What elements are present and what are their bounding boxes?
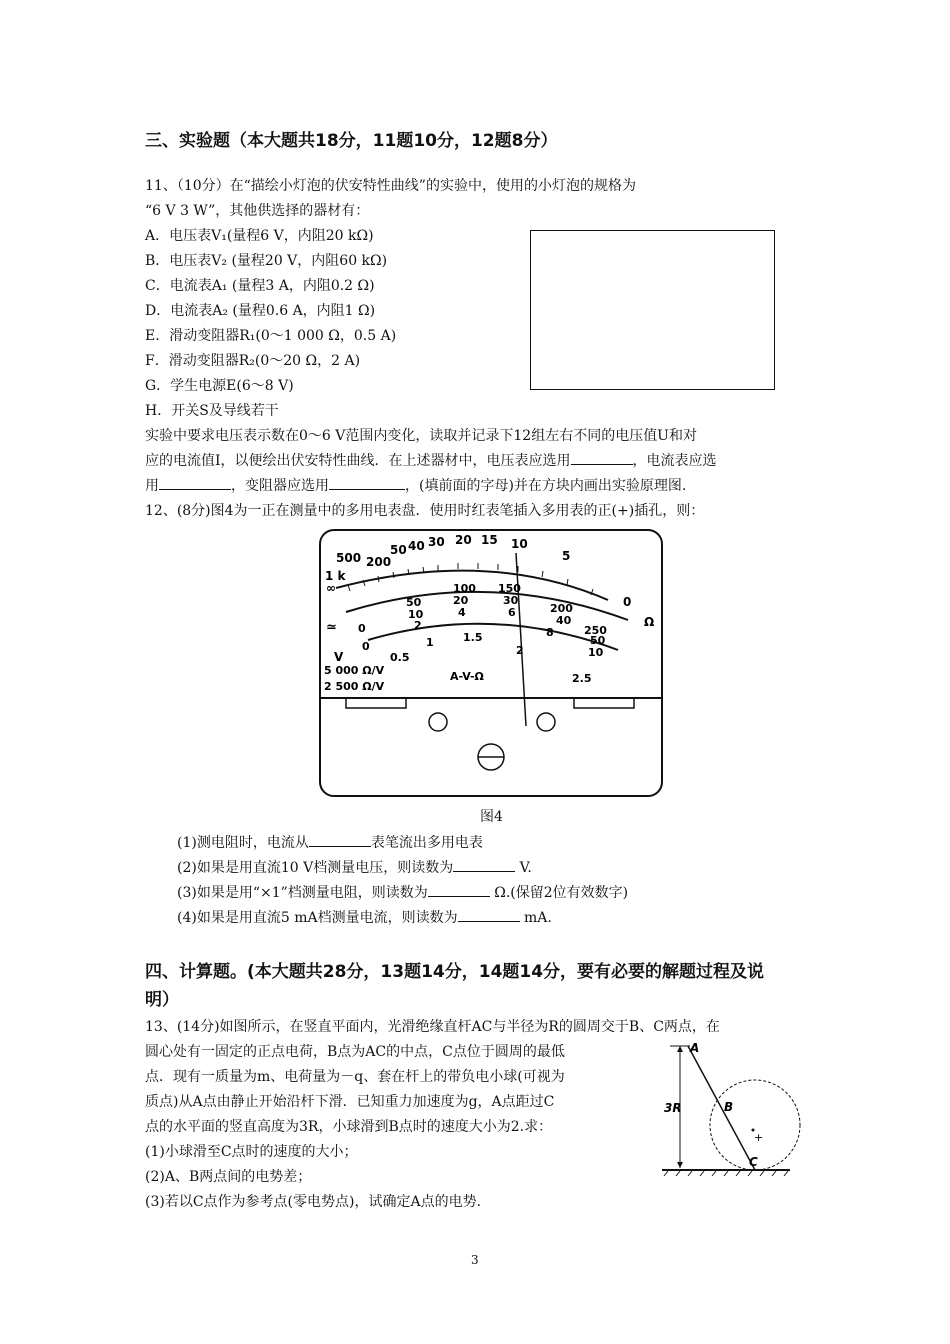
mid3-tick-10: 10 xyxy=(588,646,604,659)
q12-sub1-text-a: (1)测电阻时，电流从 xyxy=(177,835,309,851)
figure-4-caption: 图4 xyxy=(480,809,503,825)
q13-sub1: (1)小球滑至C点时的速度的大小； xyxy=(145,1144,358,1160)
q12-sub2-text-a: (2)如果是用直流10 V档测量电压，则读数为 xyxy=(177,860,454,876)
rheostat-answer-blank[interactable] xyxy=(329,475,405,490)
q11-requirement-line3 xyxy=(145,475,686,495)
inner-tick-0: 0 xyxy=(362,640,370,653)
q12-sub1-text-b: 表笔流出多用电表 xyxy=(370,835,483,851)
q11-option-h: H．开关S及导线若干 xyxy=(145,403,279,419)
mid1-tick-250: 250 xyxy=(584,624,607,637)
point-a-label: A xyxy=(690,1041,700,1055)
mid2-tick-40: 40 xyxy=(556,614,572,627)
height-label: 3R xyxy=(664,1101,682,1115)
dc-symbol: V xyxy=(334,650,344,664)
mid3-tick-2: 2 xyxy=(414,619,422,632)
mid1-tick-150: 150 xyxy=(498,582,521,595)
ohm-unit: Ω xyxy=(644,615,655,629)
q13-sub3: (3)若以C点作为参考点(零电势点)，试确定A点的电势. xyxy=(145,1194,482,1210)
voltmeter-answer-blank[interactable] xyxy=(571,450,633,465)
q12-sub2-text-b: V. xyxy=(519,860,532,876)
q12-sub3-text-b: Ω.(保留2位有效数字) xyxy=(494,885,629,901)
ohm-tick-0: 0 xyxy=(623,595,632,609)
q13-line1: 13、(14分)如图所示，在竖直平面内，光滑绝缘直杆AC与半径为R的圆周交于B、C两点，在 xyxy=(145,1019,720,1035)
q11-req2-text-a: 应的电流值I，以便绘出伏安特性曲线．在上述器材中，电压表应选用 xyxy=(145,453,571,469)
q11-option-e: E．滑动变阻器R₁(0～1 000 Ω，0.5 A) xyxy=(145,328,397,344)
mid1-tick-50: 50 xyxy=(406,596,422,609)
point-b-label: B xyxy=(724,1100,734,1114)
ohm-tick-200: 200 xyxy=(366,555,392,569)
probe-answer-blank[interactable] xyxy=(309,832,371,847)
q11-option-c: C．电流表A₁ (量程3 A，内阻0.2 Ω) xyxy=(145,278,375,294)
q12-intro: 12、(8分)图4为一正在测量中的多用电表盘．使用时红表笔插入多用表的正(+)插孔，则： xyxy=(145,503,705,519)
inner-tick-2.5: 2.5 xyxy=(572,672,592,685)
q11-req3-text-b: ，变阻器应选用 xyxy=(231,478,329,494)
q11-option-b: B．电压表V₂ (量程20 V，内阻60 kΩ) xyxy=(145,253,388,269)
mid3-tick-8: 8 xyxy=(546,626,554,639)
multimeter-dial-figure xyxy=(318,528,664,798)
q12-sub4 xyxy=(177,907,552,927)
ohm-tick-10: 10 xyxy=(511,537,528,551)
inner-tick-0.5: 0.5 xyxy=(390,651,410,664)
positive-charge-label: + xyxy=(754,1131,764,1144)
mid1-tick-200: 200 xyxy=(550,602,573,615)
meter-spec-2: 2 500 Ω/V xyxy=(324,680,385,693)
q11-option-d: D．电流表A₂ (量程0.6 A，内阻1 Ω) xyxy=(145,303,376,319)
section-4-title-line2: 明） xyxy=(145,990,179,1010)
q11-req3-text-c: ，(填前面的字母)并在方块内画出实验原理图. xyxy=(405,478,687,494)
q12-sub4-text-a: (4)如果是用直流5 mA档测量电流，则读数为 xyxy=(177,910,458,926)
q11-req2-text-b: ，电流表应选 xyxy=(632,453,717,469)
mid2-tick-10: 10 xyxy=(408,608,424,621)
ohm-tick-1k: 1 k xyxy=(325,569,346,583)
mid2-tick-50: 50 xyxy=(590,634,606,647)
q12-sub1 xyxy=(177,832,483,852)
rod-ac xyxy=(688,1046,755,1170)
rod-circle-figure xyxy=(660,1038,805,1178)
q13-line2: 圆心处有一固定的正点电荷，B点为AC的中点，C点位于圆周的最低 xyxy=(145,1044,565,1060)
ohm-tick-20: 20 xyxy=(455,533,472,547)
ac-symbol: ≃ xyxy=(326,620,337,635)
section-3-title: 三、实验题（本大题共18分，11题10分，12题8分） xyxy=(145,131,558,151)
section-4-title-line1: 四、计算题。(本大题共28分，13题14分，14题14分，要有必要的解题过程及说 xyxy=(145,962,765,982)
q11-req3-text-a: 用 xyxy=(145,478,159,494)
ohm-tick-500: 500 xyxy=(336,551,362,565)
q11-option-a: A．电压表V₁(量程6 V，内阻20 kΩ) xyxy=(145,228,374,244)
ohm-tick-50: 50 xyxy=(390,543,407,557)
point-c-label: C xyxy=(749,1155,758,1169)
page-number: 3 xyxy=(471,1253,479,1267)
q13-sub2: (2)A、B两点间的电势差； xyxy=(145,1169,312,1185)
voltage-reading-blank[interactable] xyxy=(453,857,515,872)
q11-line1: 11、（10分）在“描绘小灯泡的伏安特性曲线”的实验中，使用的小灯泡的规格为 xyxy=(145,178,636,194)
mid-zero: 0 xyxy=(358,622,366,635)
ohm-tick-40: 40 xyxy=(408,539,425,553)
ohm-tick-15: 15 xyxy=(481,533,498,547)
mid2-tick-20: 20 xyxy=(453,594,469,607)
ohm-infinity: ∞ xyxy=(326,581,336,595)
mid3-tick-4: 4 xyxy=(458,606,466,619)
ohm-tick-5: 5 xyxy=(562,549,571,563)
meter-function-label: A-V-Ω xyxy=(450,670,484,683)
q11-requirement-line2 xyxy=(145,450,717,470)
q13-line5: 点的水平面的竖直高度为3R，小球滑到B点时的速度大小为2.求： xyxy=(145,1119,553,1135)
q13-line3: 点．现有一质量为m、电荷量为－q、套在杆上的带负电小球(可视为 xyxy=(145,1069,565,1085)
inner-tick-1: 1 xyxy=(426,636,434,649)
meter-case xyxy=(320,530,662,796)
ohm-tick-30: 30 xyxy=(428,535,445,549)
current-reading-blank[interactable] xyxy=(458,907,520,922)
meter-spec-1: 5 000 Ω/V xyxy=(324,664,385,677)
inner-tick-1.5: 1.5 xyxy=(463,631,483,644)
q12-sub2 xyxy=(177,857,532,877)
circuit-drawing-box[interactable] xyxy=(530,230,775,390)
q12-sub3 xyxy=(177,882,628,902)
q12-sub4-text-b: mA. xyxy=(524,910,552,926)
inner-tick-2: 2 xyxy=(516,644,524,657)
mid1-tick-100: 100 xyxy=(453,582,476,595)
mid3-tick-6: 6 xyxy=(508,606,516,619)
ammeter-answer-blank[interactable] xyxy=(159,475,231,490)
resistance-reading-blank[interactable] xyxy=(428,882,490,897)
q11-line2: “6 V 3 W”，其他供选择的器材有： xyxy=(145,203,370,219)
q11-option-g: G．学生电源E(6～8 V) xyxy=(145,378,294,394)
q11-requirement-line1: 实验中要求电压表示数在0～6 V范围内变化，读取并记录下12组左右不同的电压值U和对 xyxy=(145,428,697,444)
mid2-tick-30: 30 xyxy=(503,594,519,607)
q11-option-f: F．滑动变阻器R₂(0～20 Ω，2 A) xyxy=(145,353,361,369)
q13-line4: 质点)从A点由静止开始沿杆下滑．已知重力加速度为g，A点距过C xyxy=(145,1094,555,1110)
q12-sub3-text-a: (3)如果是用“×1”档测量电阻，则读数为 xyxy=(177,885,428,901)
